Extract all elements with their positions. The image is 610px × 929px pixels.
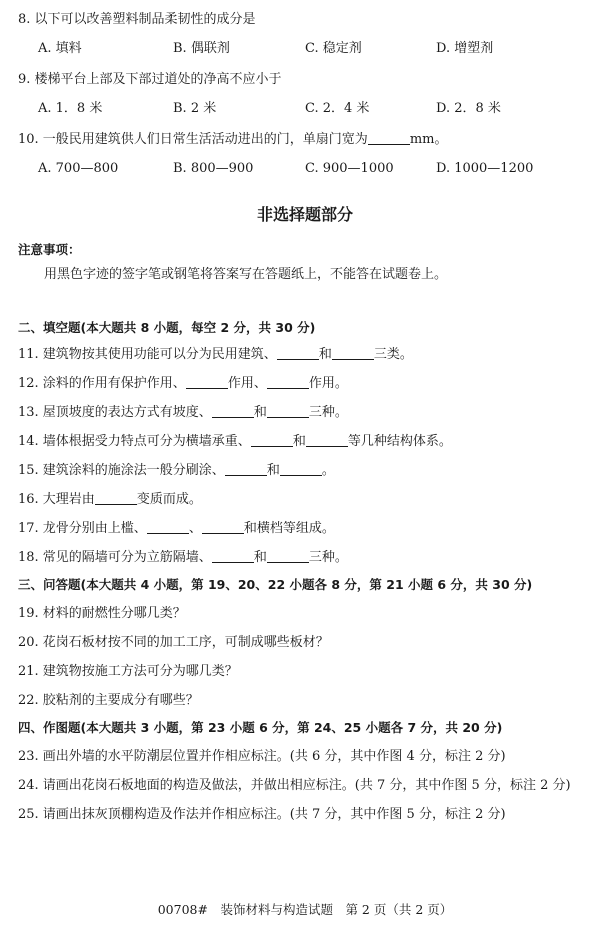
question-9-options [38, 100, 558, 118]
answer-blank [212, 404, 254, 418]
question-8-stem: 8. 以下可以改善塑料制品柔韧性的成分是 [18, 12, 256, 27]
answer-blank [251, 433, 293, 447]
option-b: B. 2 米 [173, 101, 217, 116]
part-2-heading: 二、填空题(本大题共 8 小题，每空 2 分，共 30 分) [18, 320, 316, 335]
answer-blank [280, 462, 322, 476]
question-12-text-2: 作用、 [227, 376, 267, 391]
question-13-text-3: 三种。 [308, 405, 348, 420]
question-10-text: 10. 一般民用建筑供人们日常生活活动进出的门，单扇门宽为 [18, 132, 368, 147]
question-14 [18, 433, 452, 451]
notice-text: 用黑色字迹的签字笔或钢笔将答案写在答题纸上，不能答在试题卷上。 [44, 267, 448, 282]
answer-blank [95, 491, 137, 505]
option-a: A. 700—800 [38, 161, 119, 176]
question-17-text-2: 、 [188, 521, 202, 536]
question-23: 23. 画出外墙的水平防潮层位置并作相应标注。(共 6 分，其中作图 4 分，标注 2 分) [18, 749, 506, 764]
answer-blank [267, 404, 309, 418]
question-18-text-2: 和 [253, 550, 267, 565]
question-11-text: 11. 建筑物按其使用功能可以分为民用建筑、 [18, 347, 277, 362]
option-a: A. 填料 [38, 41, 82, 56]
question-13-text-2: 和 [253, 405, 267, 420]
question-20: 20. 花岗石板材按不同的加工工序，可制成哪些板材？ [18, 635, 329, 650]
answer-blank [212, 549, 254, 563]
option-b: B. 偶联剂 [173, 41, 230, 56]
question-10-options [38, 160, 558, 178]
option-d: D. 1000—1200 [436, 161, 534, 176]
answer-blank [277, 346, 319, 360]
option-b: B. 800—900 [173, 161, 254, 176]
notice-heading: 注意事项： [18, 242, 81, 257]
question-14-text-3: 等几种结构体系。 [347, 434, 452, 449]
question-12-text-3: 作用。 [308, 376, 348, 391]
answer-blank [202, 520, 244, 534]
option-c: C. 稳定剂 [305, 41, 362, 56]
question-11-text-3: 三类。 [373, 347, 413, 362]
answer-blank [267, 375, 309, 389]
question-25: 25. 请画出抹灰顶棚构造及作法并作相应标注。(共 7 分，其中作图 5 分，标注 2 分) [18, 807, 506, 822]
question-16-text: 16. 大理岩由 [18, 492, 95, 507]
option-d: D. 2．8 米 [436, 101, 501, 116]
question-17 [18, 520, 335, 538]
answer-blank [186, 375, 228, 389]
answer-blank [368, 131, 410, 145]
question-15 [18, 462, 335, 480]
question-17-text: 17. 龙骨分别由上槛、 [18, 521, 147, 536]
question-13 [18, 404, 348, 422]
question-14-text-2: 和 [292, 434, 306, 449]
part-3-heading: 三、问答题(本大题共 4 小题，第 19、20、22 小题各 8 分，第 21 小题 6 分，共 30 分) [18, 577, 533, 592]
part-4-heading: 四、作图题(本大题共 3 小题，第 23 小题 6 分，第 24、25 小题各 7 分，共 20 分) [18, 720, 503, 735]
question-16 [18, 491, 202, 509]
question-22: 22. 胶粘剂的主要成分有哪些？ [18, 693, 199, 708]
option-d: D. 增塑剂 [436, 41, 494, 56]
question-18-text: 18. 常见的隔墙可分为立筋隔墙、 [18, 550, 212, 565]
question-11-text-2: 和 [318, 347, 332, 362]
question-11 [18, 346, 413, 364]
question-18-text-3: 三种。 [308, 550, 348, 565]
question-10-stem [18, 131, 447, 149]
section-title: 非选择题部分 [256, 205, 353, 224]
answer-blank [225, 462, 267, 476]
answer-blank [267, 549, 309, 563]
question-17-text-3: 和横档等组成。 [243, 521, 335, 536]
question-14-text: 14. 墙体根据受力特点可分为横墙承重、 [18, 434, 251, 449]
question-15-text-2: 和 [266, 463, 280, 478]
question-19: 19. 材料的耐燃性分哪几类？ [18, 606, 186, 621]
question-9-stem: 9. 楼梯平台上部及下部过道处的净高不应小于 [18, 72, 282, 87]
option-c: C. 900—1000 [305, 161, 394, 176]
question-18 [18, 549, 348, 567]
answer-blank [147, 520, 189, 534]
question-15-text-3: 。 [321, 463, 335, 478]
option-a: A. 1．8 米 [38, 101, 103, 116]
question-10-unit: mm。 [409, 132, 448, 147]
question-12-text: 12. 涂料的作用有保护作用、 [18, 376, 186, 391]
question-12 [18, 375, 348, 393]
answer-blank [306, 433, 348, 447]
answer-blank [332, 346, 374, 360]
question-8-options [38, 40, 558, 58]
page-footer: 00708# 装饰材料与构造试题 第 2 页（共 2 页） [157, 902, 453, 917]
question-24: 24. 请画出花岗石板地面的构造及做法，并做出相应标注。(共 7 分，其中作图 5 分，标注 2 分) [18, 778, 571, 793]
question-16-text-2: 变质而成。 [136, 492, 202, 507]
question-15-text: 15. 建筑涂料的施涂法一般分刷涂、 [18, 463, 225, 478]
question-21: 21. 建筑物按施工方法可分为哪几类？ [18, 664, 238, 679]
option-c: C. 2．4 米 [305, 101, 370, 116]
question-13-text: 13. 屋顶坡度的表达方式有坡度、 [18, 405, 212, 420]
